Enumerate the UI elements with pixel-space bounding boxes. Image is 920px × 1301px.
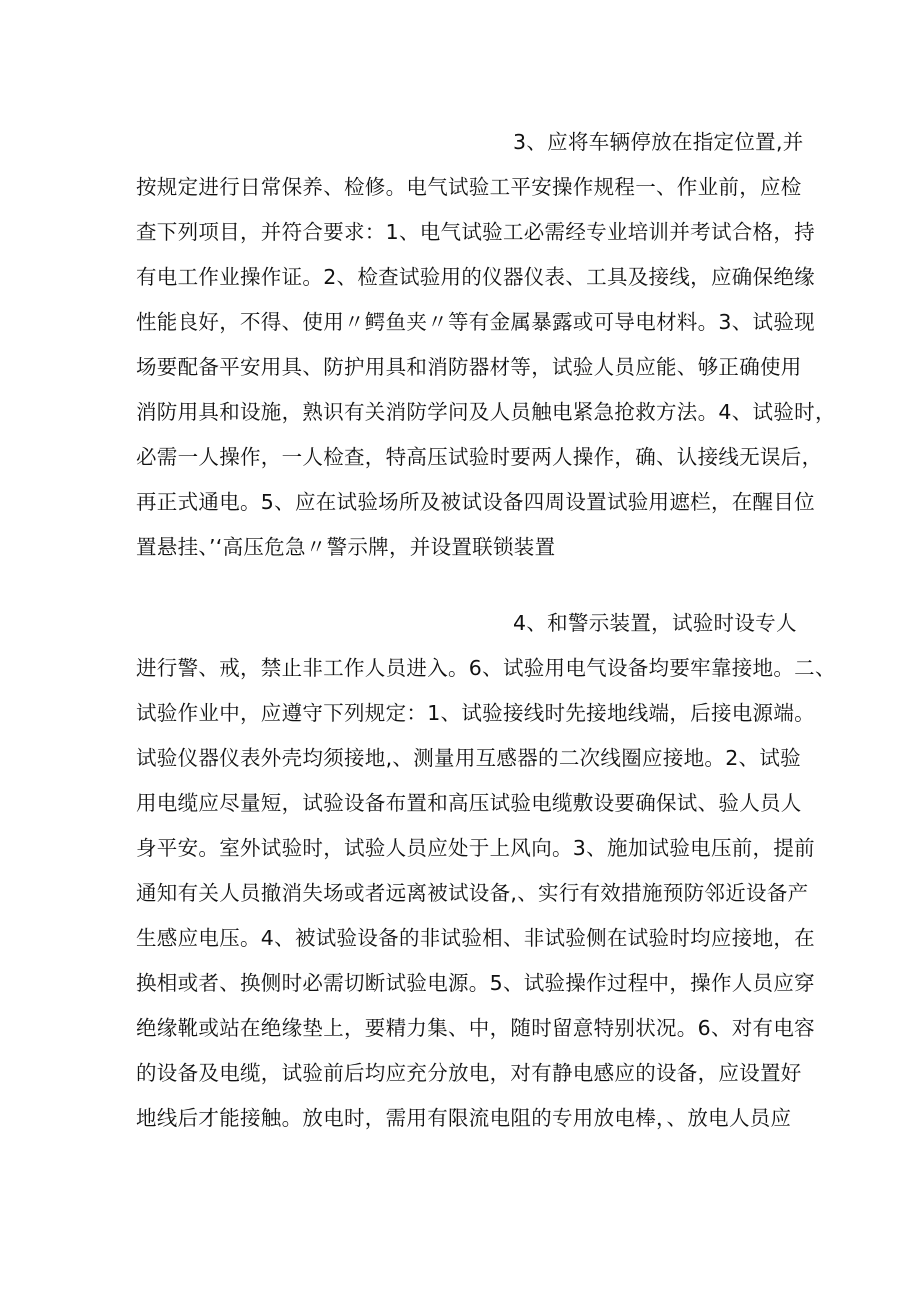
text-line: 换相或者、换侧时必需切断试验电源。5、试验操作过程中，操作人员应穿 [136, 971, 815, 995]
text-line: 置悬挂、’‘高压危急〃警示牌，并设置联锁装置 [136, 535, 556, 559]
text-line: 用电缆应尽量短，试验设备布置和高压试验电缆敷设要确保试、验人员人 [136, 791, 802, 815]
text-line: 消防用具和设施，熟识有关消防学问及人员触电紧急抢救方法。4、试验时， [136, 400, 836, 424]
text-line: 性能良好，不得、使用〃鳄鱼夹〃等有金属暴露或可导电材料。3、试验现 [136, 310, 815, 334]
text-line: 4、和警示装置，试验时设专人 [513, 611, 797, 635]
text-line: 通知有关人员撤消失场或者远离被试设备,、实行有效措施预防邻近设备产 [136, 881, 809, 905]
text-line: 地线后才能接触。放电时，需用有限流电阻的专用放电棒，、放电人员应 [136, 1106, 792, 1130]
text-line: 的设备及电缆，试验前后均应充分放电，对有静电感应的设备，应设置好 [136, 1061, 802, 1085]
text-line: 试验作业中，应遵守下列规定：1、试验接线时先接地线端，后接电源端。 [136, 701, 815, 725]
text-line: 身平安。室外试验时，试验人员应处于上风向。3、施加试验电压前，提前 [136, 836, 815, 860]
text-line: 3、应将车辆停放在指定位置,并 [513, 130, 804, 154]
text-line: 场要配备平安用具、防护用具和消防器材等，试验人员应能、够正确使用 [136, 355, 802, 379]
text-line: 必需一人操作，一人检查，特高压试验时要两人操作，确、认接线无误后， [136, 445, 823, 469]
text-line: 试验仪器仪表外壳均须接地,、测量用互感器的二次线圈应接地。2、试验 [136, 746, 801, 770]
text-line: 绝缘靴或站在绝缘垫上，要精力集、中，随时留意特别状况。6、对有电容 [136, 1016, 815, 1040]
text-line: 生感应电压。4、被试验设备的非试验相、非试验侧在试验时均应接地，在 [136, 926, 815, 950]
text-line: 进行警、戒，禁止非工作人员进入。6、试验用电气设备均要牢靠接地。二、 [136, 656, 836, 680]
text-line: 查下列项目，并符合要求：1、电气试验工必需经专业培训并考试合格，持 [136, 220, 815, 244]
text-line: 再正式通电。5、应在试验场所及被试设备四周设置试验用遮栏，在醒目位 [136, 490, 815, 514]
text-line: 按规定进行日常保养、检修。电气试验工平安操作规程一、作业前，应检 [136, 175, 802, 199]
text-line: 有电工作业操作证。2、检查试验用的仪器仪表、工具及接线，应确保绝缘 [136, 265, 815, 289]
